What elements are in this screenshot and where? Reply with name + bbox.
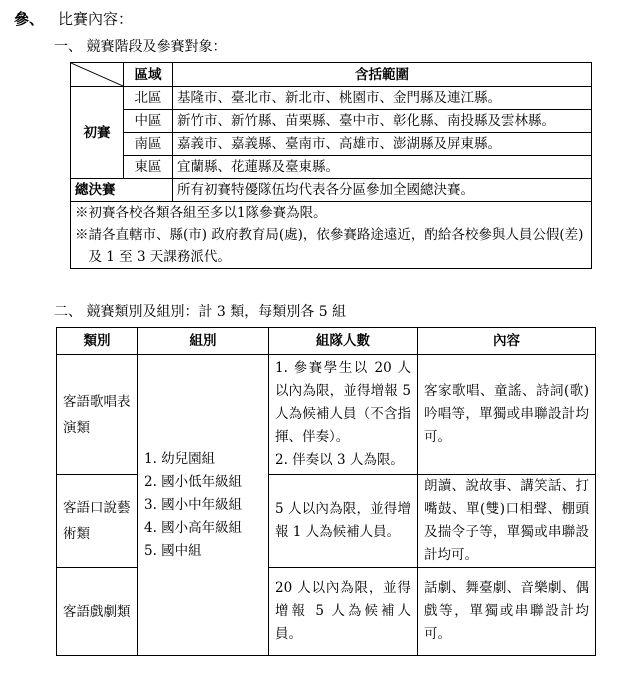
part1-heading: 一、 競賽階段及參賽對象： — [54, 39, 227, 55]
category-table — [56, 327, 596, 656]
note-cell — [71, 202, 592, 269]
category-cell: 客語歌唱表演類 — [57, 355, 138, 475]
stage-label: 初賽 — [71, 87, 124, 179]
team-size-cell: 20 人以內為限，並得增報 5 人為候補人員。 — [269, 568, 418, 656]
scope-cell: 嘉義市、嘉義縣、臺南市、高雄市、澎湖縣及屏東縣。 — [173, 133, 592, 156]
team-rule: 1. 參賽學生以 20 人以內為限，並得增報 5 人為候補人員（不含指揮、伴奏）。 — [275, 360, 411, 445]
region-cell: 北區 — [124, 87, 173, 110]
region-cell: 中區 — [124, 110, 173, 133]
region-cell: 東區 — [124, 156, 173, 179]
header-content: 內容 — [418, 328, 596, 355]
part2-heading: 二、 競賽類別及組別：計 3 類，每類別各 5 組 — [54, 304, 347, 320]
content-cell: 客家歌唱、童謠、詩詞(歌)吟唱等，單獨或串聯設計均可。 — [418, 355, 596, 475]
col-scope-header: 含括範圍 — [173, 63, 592, 87]
scope-cell: 新竹市、新竹縣、苗栗縣、臺中市、彰化縣、南投縣及雲林縣。 — [173, 110, 592, 133]
region-cell: 南區 — [124, 133, 173, 156]
section-number: 參、 — [14, 10, 45, 28]
content-cell: 朗讀、說故事、講笑話、打嘴鼓、單(雙)口相聲、棚頭及揣令子等，單獨或串聯設計均可。 — [418, 475, 596, 568]
section-heading — [14, 8, 133, 29]
group-item: 5. 國中組 — [144, 542, 202, 559]
header-team-size: 組隊人數 — [269, 328, 418, 355]
group-item: 3. 國小中年級組 — [144, 496, 243, 513]
note-2: ※請各直轄市、縣(市) 政府教育局(處)，依參賽路途遠近，酌給各校參與人員公假(差) 及 1 至 3 天課務派代。 — [75, 227, 584, 265]
final-text: 所有初賽特優隊伍均代表各分區參加全國總決賽。 — [173, 179, 592, 202]
team-size-cell: 5 人以內為限，並得增報 1 人為候補人員。 — [269, 475, 418, 568]
note-1: ※初賽各校各類各組至多以1隊參賽為限。 — [75, 205, 327, 221]
team-rule: 2. 伴奏以 3 人為限。 — [275, 452, 404, 468]
header-group: 組別 — [138, 328, 269, 355]
section-title: 比賽內容： — [58, 10, 134, 28]
group-item: 2. 國小低年級組 — [144, 473, 243, 490]
region-table — [70, 62, 592, 269]
category-cell: 客語口說藝術類 — [57, 475, 138, 568]
scope-cell: 基隆市、臺北市、新北市、桃園市、金門縣及連江縣。 — [173, 87, 592, 110]
group-item: 4. 國小高年級組 — [144, 519, 243, 536]
diagonal-header-cell — [71, 63, 124, 87]
group-item: 1. 幼兒園組 — [144, 450, 216, 467]
content-cell: 話劇、舞臺劇、音樂劇、偶戲等，單獨或串聯設計均可。 — [418, 568, 596, 656]
col-region-header: 區域 — [124, 63, 173, 87]
final-label: 總決賽 — [71, 179, 173, 202]
group-list — [138, 355, 269, 656]
team-size-cell — [269, 355, 418, 475]
category-cell: 客語戲劇類 — [57, 568, 138, 656]
header-category: 類別 — [57, 328, 138, 355]
scope-cell: 宜蘭縣、花蓮縣及臺東縣。 — [173, 156, 592, 179]
